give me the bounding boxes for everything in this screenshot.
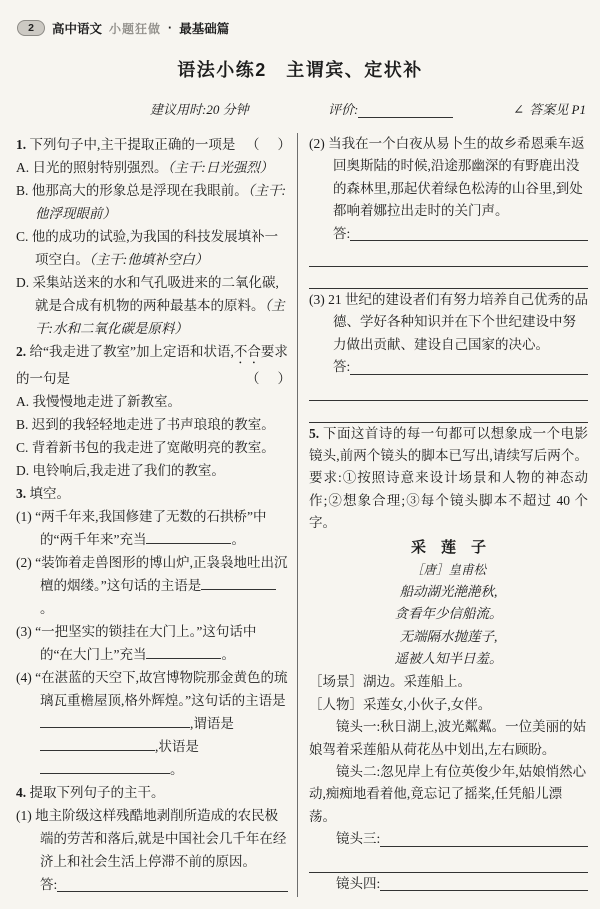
answer-blank-row [309, 379, 588, 401]
question-2-stem-post: 要求的一句是 [16, 344, 288, 386]
question-5-number: 5. [309, 425, 320, 441]
option-label: C. [16, 229, 29, 244]
answer-arrow-icon: ∠ [513, 102, 525, 117]
answer-blank-row [309, 267, 588, 289]
answer-blank-row [309, 245, 588, 267]
answer-blank [350, 223, 588, 241]
rating-field [328, 99, 453, 118]
question-2-stem-pre: 给“我走进了教室”加上定语和状语, [29, 344, 234, 359]
shot-1-script: 镜头一:秋日湖上,波光粼粼。一位美丽的姑娘驾着采莲船从荷花丛中划出,左右顾盼。 [309, 719, 587, 757]
question-3-number: 3. [16, 486, 27, 501]
question-2-option-d [16, 459, 288, 482]
page-number-badge: 2 [17, 20, 45, 36]
option-label: B. [16, 183, 29, 198]
option-text: 他的成功的试验,为我国的科技发展填补一项空白。 [31, 229, 279, 267]
question-3-item-2 [16, 551, 288, 620]
poem-author: ［唐］皇甫松 [410, 562, 486, 577]
page-header [17, 19, 229, 37]
rating-label: 评价: [328, 102, 359, 117]
item-marker: (1) [16, 808, 32, 823]
item-marker: (3) [16, 624, 32, 639]
question-2-option-c [16, 436, 288, 459]
option-text: 日光的照射特别强烈。 [32, 160, 168, 175]
suggested-time: 建议用时:20 分钟 [150, 102, 249, 117]
fill-in-blank [201, 577, 276, 590]
poem-line: 贪看年少信船流。 [394, 606, 503, 622]
option-text: 迟到的我轻轻地走进了书声琅琅的教室。 [31, 417, 275, 432]
item-text-mid: ,谓语是 [190, 716, 234, 731]
question-1-option-c [16, 225, 288, 271]
question-4-item-3 [309, 289, 588, 356]
content-columns [16, 133, 588, 897]
right-column [297, 133, 588, 897]
question-1-answer-bracket: （ ） [246, 137, 288, 152]
question-4-item-2 [309, 133, 588, 223]
rating-blank [358, 105, 453, 118]
question-5 [309, 423, 588, 535]
answer-label: 答: [333, 359, 351, 375]
poem-line: 遥被人知半日羞。 [394, 650, 503, 666]
shot-4-answer-line [309, 873, 588, 895]
item-text: “装饰着走兽图形的博山炉,正袅袅地吐出沉檀的烟缕。”这句话的主语是 [35, 555, 288, 593]
question-5-text: 下面这首诗的每一句都可以想象成一个电影镜头,前两个镜头的脚本已写出,请续写后两个。要求:①按照诗意来设计场景和人物的神态动作;②想象合理;③每个镜头脚本不超过 40 个字。 [309, 425, 589, 531]
option-label: A. [16, 394, 30, 409]
item-text-end: 。 [231, 532, 245, 547]
question-3-item-1 [16, 505, 288, 551]
cast-line: ［人物］采莲女,小伙子,女伴。 [309, 696, 492, 712]
poem-line: 无端隔水抛莲子, [399, 628, 498, 644]
question-1-option-d [16, 271, 288, 340]
answer-blank-row [309, 895, 588, 909]
series-title: 高中语文 [52, 22, 103, 36]
question-2-number: 2. [16, 344, 27, 359]
question-4-item-1 [16, 804, 288, 873]
option-label: B. [16, 417, 29, 432]
question-3-item-4 [16, 666, 288, 781]
item-text: “在湛蓝的天空下,故宫博物院那金黄色的琉璃瓦重檐屋顶,格外辉煌。”这句话的主语是 [35, 670, 288, 708]
option-label: D. [16, 275, 30, 290]
answer-blank-row [309, 401, 588, 423]
item-marker: (4) [16, 670, 32, 685]
item-text: 当我在一个白夜从易卜生的故乡希恩乘车返回奥斯陆的时候,沿途那幽深的有野鹿出没的森林里,那起伏着绿色松涛的山谷里,到处都响着娜拉出走时的关门声。 [328, 136, 585, 219]
option-note: （主干:他浮现眼前） [35, 183, 287, 221]
question-1-number: 1. [16, 137, 27, 152]
question-4-number: 4. [16, 785, 27, 800]
option-label: A. [16, 160, 30, 175]
shot-3-label: 镜头三: [336, 831, 381, 847]
question-2 [16, 340, 288, 390]
item-marker: (1) [16, 509, 32, 524]
fill-in-blank [146, 646, 221, 659]
shot-4-label: 镜头四: [336, 875, 381, 891]
edition-label: 最基础篇 [179, 22, 230, 36]
fill-in-blank [40, 715, 190, 728]
item-marker: (2) [309, 136, 325, 151]
page-title: 语法小练2 主谓宾、定状补 [177, 60, 423, 80]
item-text: 21 世纪的建设者们有努力培养自己优秀的品德、学好各种知识并在下个世纪建设中努力做出贡献、建设自己国家的决心。 [328, 292, 588, 352]
poem-block [309, 536, 588, 671]
option-note: （主干:他填补空白） [89, 252, 209, 267]
shot-2-script: 镜头二:忽见岸上有位英俊少年,姑娘悄然心动,痴痴地看着他,竟忘记了摇桨,任凭船儿漂荡。 [309, 763, 587, 824]
item-text-mid: ,状语是 [155, 739, 199, 754]
brand-logo: 小题狂做 [109, 21, 162, 36]
option-label: C. [16, 440, 29, 455]
option-note: （主干:日光强烈） [167, 160, 274, 175]
question-1-option-a [16, 156, 288, 179]
answer-line [309, 356, 588, 378]
option-text: 他那高大的形象总是浮现在我眼前。 [31, 183, 248, 198]
item-text: “两千年来,我国修建了无数的石拱桥”中的“两千年来”充当 [35, 509, 267, 547]
answer-blank-row [309, 851, 588, 873]
option-text: 背着新书包的我走进了宽敞明亮的教室。 [31, 440, 275, 455]
answer-ref-text: 答案见 P1 [529, 102, 586, 117]
option-label: D. [16, 463, 30, 478]
answer-blank [350, 356, 588, 374]
poem-title: 采 莲 子 [410, 538, 486, 556]
question-3-text: 填空。 [29, 486, 70, 501]
answer-blank [380, 828, 588, 846]
answer-blank-row [22, 896, 288, 909]
separator-dot: · [168, 21, 173, 35]
item-text: “一把坚实的锁挂在大门上。”这句话中的“在大门上”充当 [35, 624, 257, 662]
item-marker: (3) [309, 292, 325, 308]
item-text-end: 。 [170, 762, 184, 777]
answer-blank [380, 873, 588, 891]
option-text: 采集站送来的水和气孔吸进来的二氧化碳,就是合成有机物的两种最基本的原料。 [32, 275, 279, 313]
scene-line: ［场景］湖边。采莲船上。 [309, 674, 471, 690]
question-4 [16, 781, 288, 804]
option-text: 电铃响后,我走进了我们的教室。 [32, 463, 225, 478]
question-2-option-b [16, 413, 288, 436]
question-2-option-a [16, 390, 288, 413]
item-marker: (2) [16, 555, 32, 570]
option-note: （主干:水和二氧化碳是原料） [35, 298, 285, 336]
question-1 [16, 133, 288, 156]
item-text: 地主阶级这样残酷地剥削所造成的农民极端的劳苦和落后,就是中国社会几千年在经济上和社会生活上停滞不前的原因。 [35, 808, 287, 869]
question-1-option-b [16, 179, 288, 225]
poem-line: 船动湖光滟滟秋, [399, 583, 498, 599]
shot-3-answer-line [309, 828, 588, 850]
left-column [16, 133, 297, 897]
fill-in-blank [40, 761, 170, 774]
question-2-answer-bracket: （ ） [246, 371, 288, 386]
option-text: 我慢慢地走进了新教室。 [32, 394, 181, 409]
answer-line [16, 873, 288, 896]
question-3 [16, 482, 288, 505]
question-4-text: 提取下列句子的主干。 [29, 785, 165, 800]
answer-line [309, 223, 588, 245]
question-1-stem: 下列句子中,主干提取正确的一项是 [29, 137, 236, 152]
question-2-emphasized-text: 不合 [233, 344, 261, 359]
answer-reference [513, 99, 586, 118]
question-3-item-3 [16, 620, 288, 666]
fill-in-blank [40, 738, 155, 751]
answer-label: 答: [333, 225, 351, 241]
meta-row [0, 99, 600, 121]
answer-label: 答: [40, 877, 58, 892]
item-text-end: 。 [221, 647, 235, 662]
fill-in-blank [146, 531, 231, 544]
answer-blank [57, 873, 288, 892]
item-text-end: 。 [40, 601, 54, 616]
